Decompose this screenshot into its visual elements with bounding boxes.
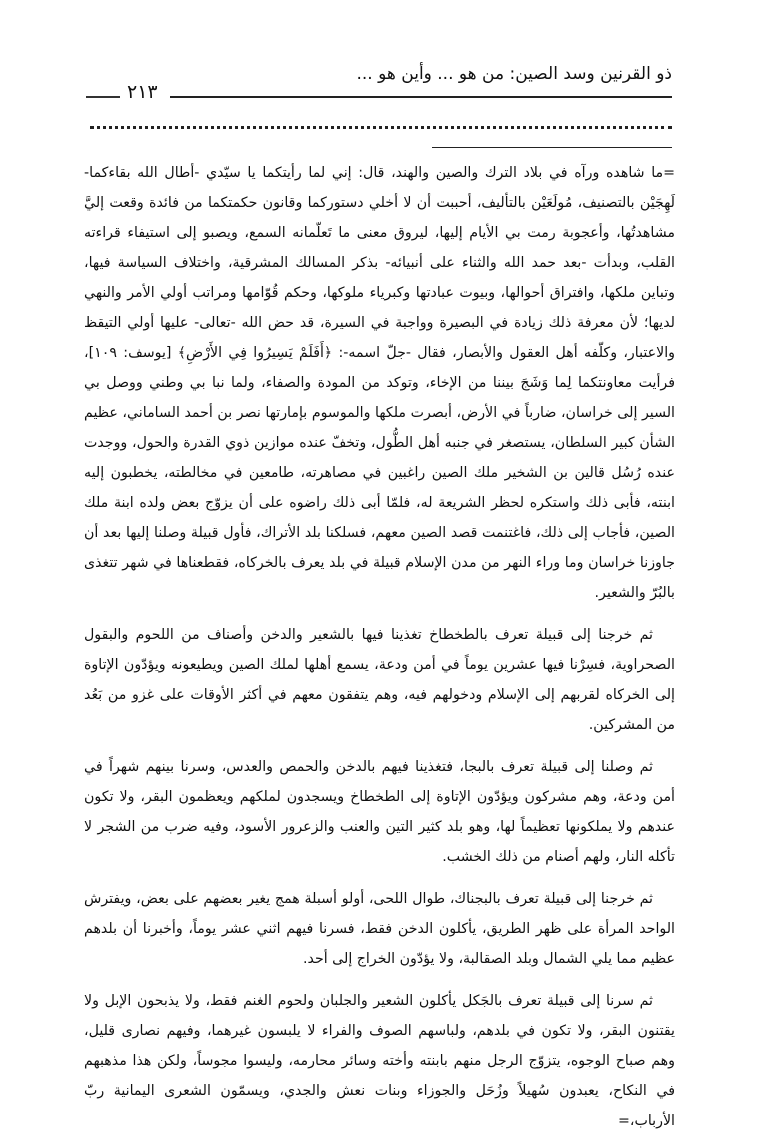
- page-number: ٢١٣: [124, 80, 161, 104]
- paragraph: ثم وصلنا إلى قبيلة تعرف بالبجا، فتغذينا فيهم بالدخن والحمص والعدس، وسرنا بينهم شهراً في أمن ودعة، وهم مشركون ويؤدّون الإتاوة إلى الطخطاخ ويسجدون لملكهم ويعظمون البقر، ولا تكون عندهم ولا يملكونها تعظيماً لها، وهو بلد كثير التين والعنب والزعرور الأسود، وفيه ضرب من الشجر لا تأكله النار، ولهم أصنام من ذلك الخشب.: [84, 759, 675, 865]
- running-header-title: ذو القرنين وسد الصين: من هو ... وأين هو ...: [356, 64, 672, 84]
- header-rule-left: [86, 96, 120, 98]
- paragraph: ثم خرجنا إلى قبيلة تعرف بالبجناك، طوال اللحى، أولو أسبلة همج يغير بعضهم على بعض، ويفترش الواحد المرأة على ظهر الطريق، يأكلون الدخن فقط، فسرنا فيهم اثني عشر يوماً، وأخبرنا أن بلدهم عظيم مما يلي الشمال وبلد الصقالبة، ولا يؤدّون الخراج إلى أحد.: [84, 891, 675, 967]
- paragraph: =ما شاهده ورآه في بلاد الترك والصين والهند، قال: إني لما رأيتكما يا سيّدي -أطال الله بقاءكما- لَهِجَيْن بالتصنيف، مُولَعَيْن بالتأليف، أحببت أن لا أخلي دستوركما وقانون حكمتكما من فائدة وقعت إليَّ مشاهدتُها، وأعجوبة رمت بي الأيام إليها، ليروق معنى ما تَعلّمانه السمع، ويصبو إلى استيفاء قراءته القلب، وبدأت -بعد حمد الله والثناء على أنبيائه- بذكر المسالك المشرقية، واختلاف السياسة فيها، وتباين ملكها، وافتراق أحوالها، وبيوت عبادتها وكبرياء ملوكها، وحكم قُوّامها ومراتب أولي الأمر والنهي لديها؛ لأن معرفة ذلك زيادة في البصيرة وواجبة في السيرة، قد حض الله -تعالى- عليها أولي التيقظ والاعتبار، وكلّفه أهل العقول والأبصار، فقال -جلّ اسمه-: ﴿أَفَلَمْ يَسِيرُوا فِي الأَرْضِ﴾ [يوسف: ١٠٩]، فرأيت معاونتكما لِما وَشَجَ بيننا من الإخاء، وتوكد من المودة والصفاء، ولما نبا بي وطني ووصل بي السير إلى خراسان، ضارباً في الأرض، أبصرت ملكها والموسوم بإمارتها نصر بن أحمد الساماني، عظيم الشأن كبير السلطان، يستصغر في جنبه أهل الطُّول، وتخفّ عنده موازين ذوي القدرة والحول، ووجدت عنده رُسُل قالين بن الشخير ملك الصين راغبين في مصاهرته، طامعين في مخالطته، يخطبون إليه ابنته، فأبى ذلك واستكره لحظر الشريعة له، فلمّا أبى ذلك راضوه على أن يزوّج بعض ولده ابنة ملك الصين، فأجاب إلى ذلك، فاغتنمت قصد الصين معهم، فسلكنا بلد الأتراك، فأول قبيلة وصلنا إليها بعد أن جاوزنا خراسان وما وراء النهر من مدن الإسلام قبيلة في بلد يعرف بالخركاه، فقطعناها في شهر تتغذى بالبُرّ والشعير.: [84, 165, 675, 601]
- footnote-rule: [432, 147, 672, 148]
- header-rule: [170, 96, 672, 98]
- dotted-separator: [90, 126, 672, 129]
- footnote-body: [84, 158, 675, 1148]
- paragraph: ثم سرنا إلى قبيلة تعرف بالجَكل يأكلون الشعير والجلبان ولحوم الغنم فقط، ولا يذبحون الإبل ولا يقتنون البقر، ولا تكون في بلدهم، ولباسهم الصوف والفراء لا يلبسون غيرهما، وفيهم نصارى قليل، وهم صباح الوجوه، يتزوّج الرجل منهم بابنته وأخته وسائر محارمه، وليسوا مجوساً، ولكن هذا مذهبهم في النكاح، يعبدون سُهيلاً وزُحَل والجوزاء وبنات نعش والجدي، ويسمّون الشعرى اليمانية ربّ الأرباب،=: [84, 993, 675, 1129]
- paragraph: ثم خرجنا إلى قبيلة تعرف بالطخطاخ تغذينا فيها بالشعير والدخن وأصناف من اللحوم والبقول الصحراوية، فسِرْنا فيها عشرين يوماً في أمن ودعة، يسمع أهلها لملك الصين ويطيعونه ويؤدّون الإتاوة إلى الخركاه لقربهم إلى الإسلام ودخولهم فيه، وهم يتفقون معهم في أكثر الأوقات على غزو من بَعُد من المشركين.: [84, 627, 675, 733]
